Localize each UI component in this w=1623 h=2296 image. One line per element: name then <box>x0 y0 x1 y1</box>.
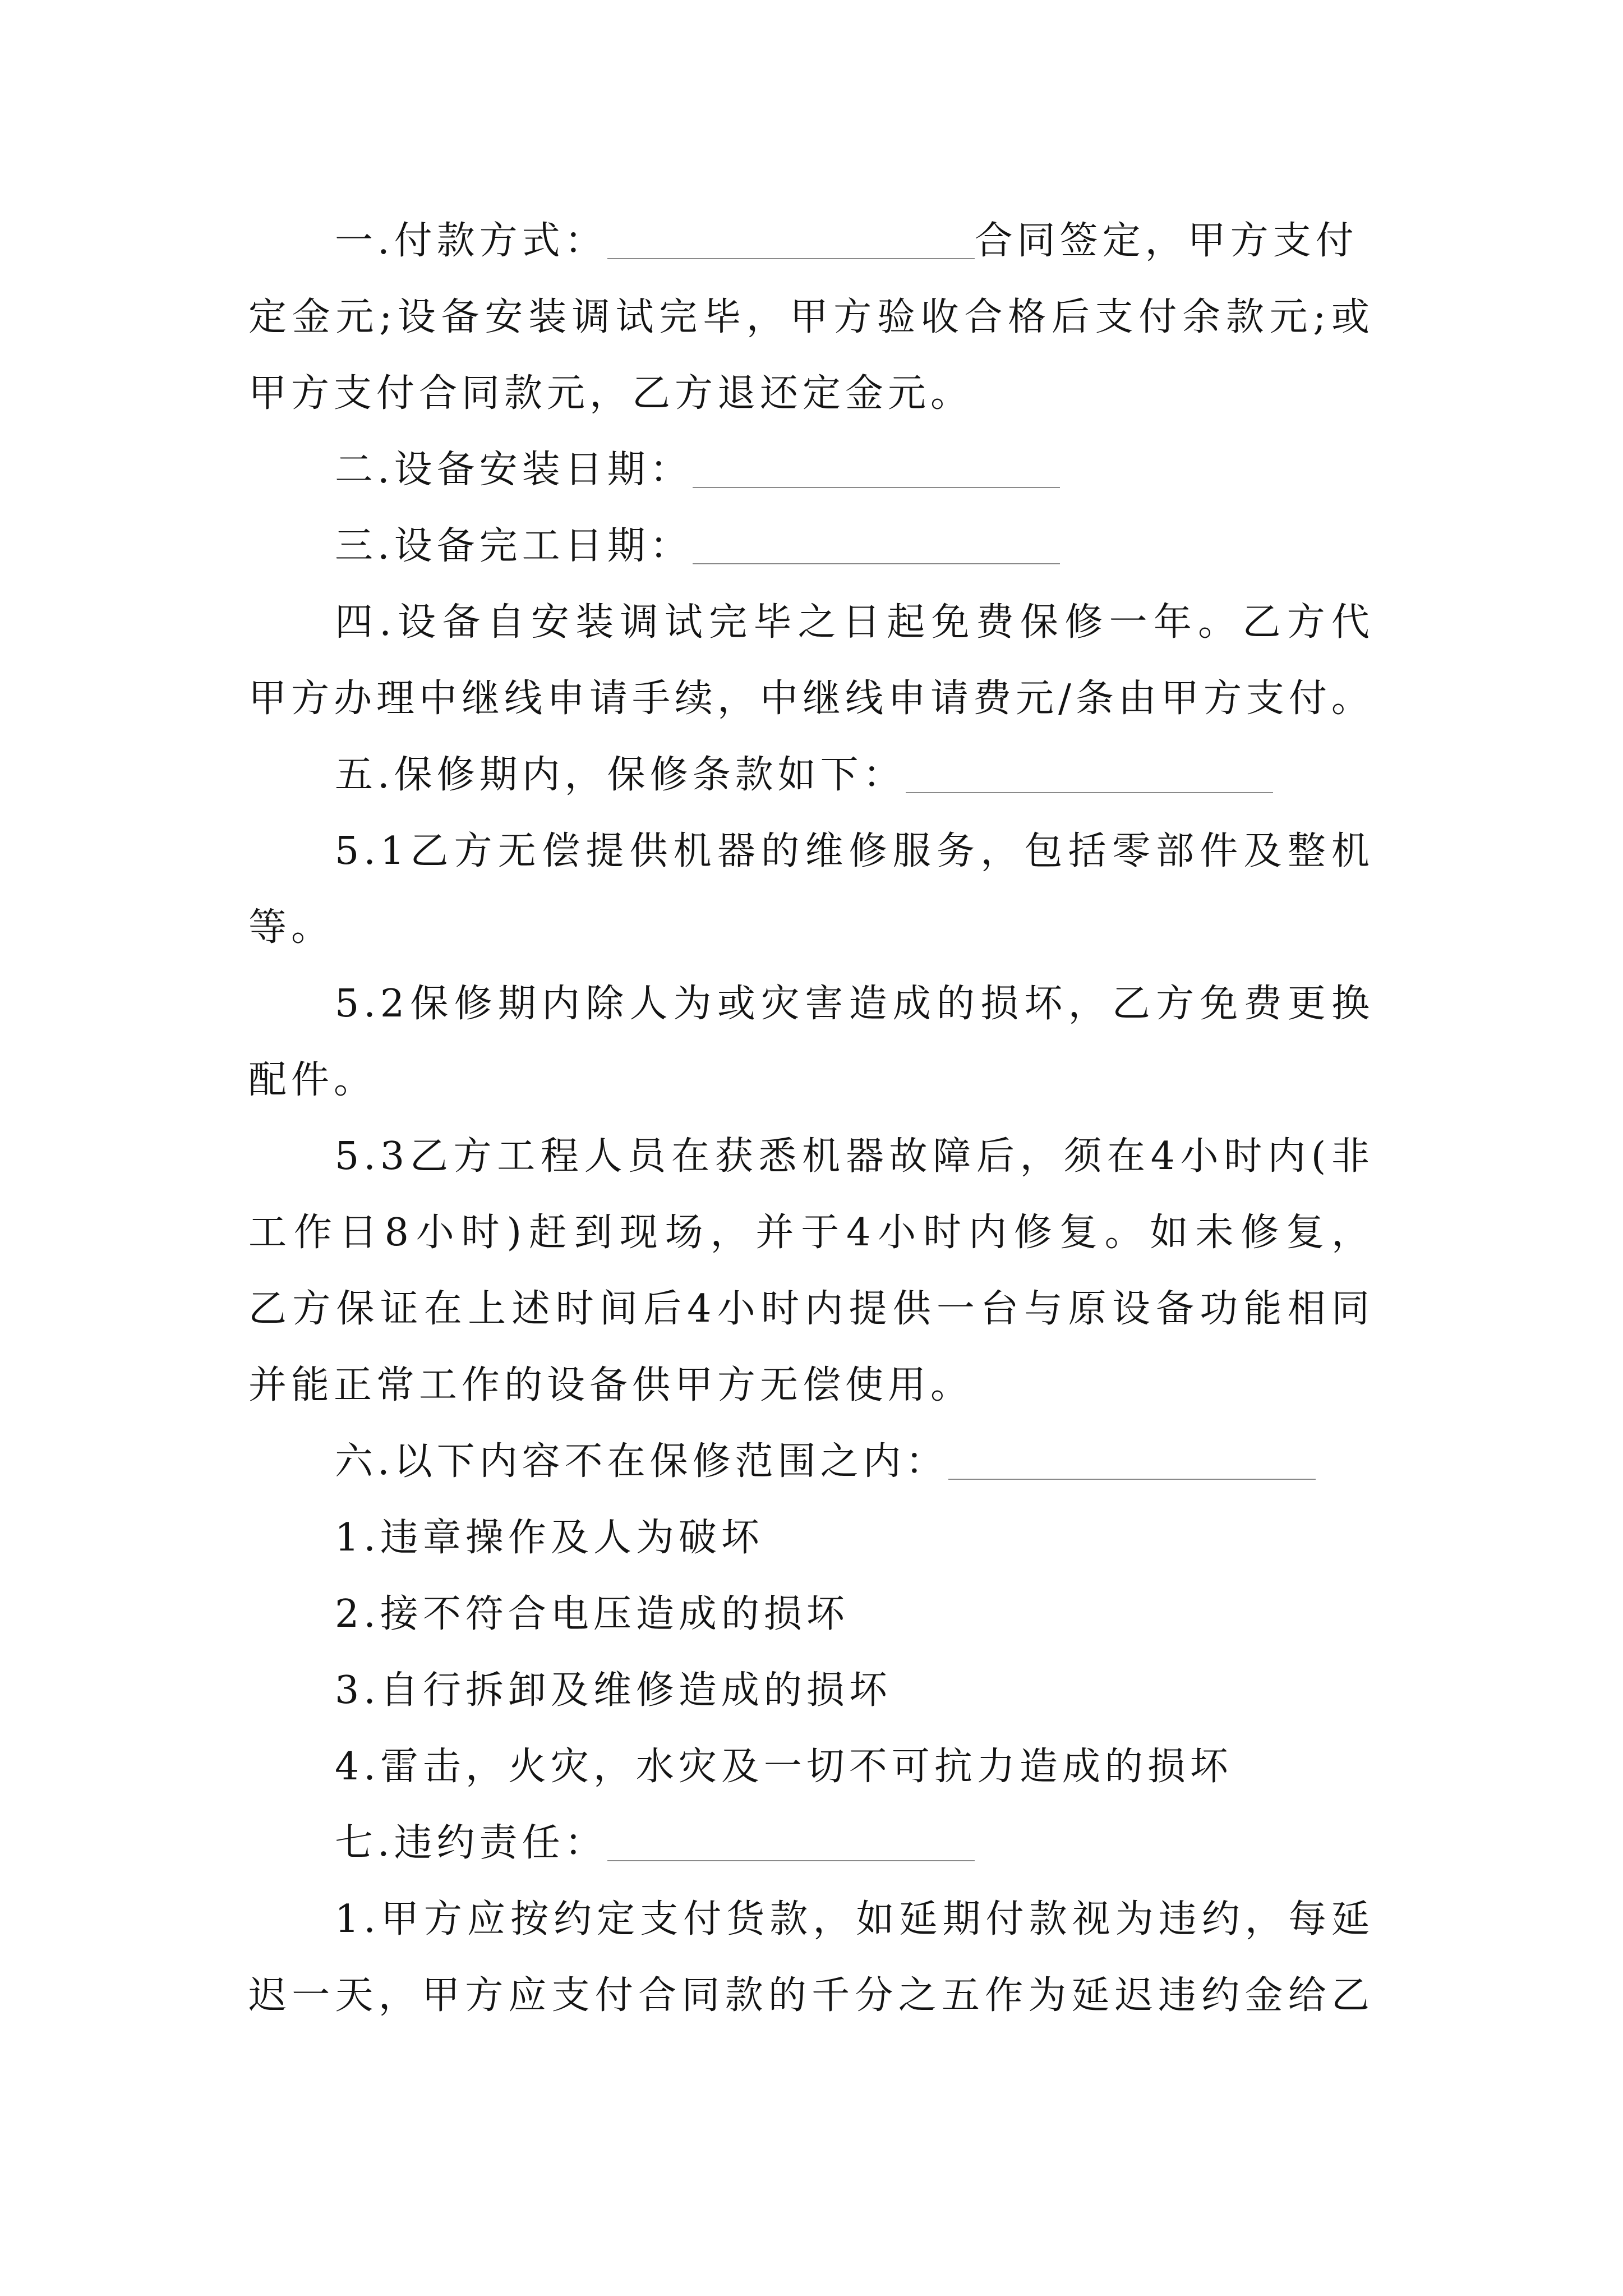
warranty-term-line: 5.2保修期内除人为或灾害造成的损坏，乙方免费更换 <box>335 982 1374 1026</box>
exclusion-item: 1.违章操作及人为破坏 <box>335 1516 764 1560</box>
warranty-term-line: 等。 <box>248 905 334 950</box>
contract-page-body <box>248 203 1374 2034</box>
clause-warranty-line: 四.设备自安装调试完毕之日起免费保修一年。乙方代 <box>335 600 1374 645</box>
blank-field <box>607 258 975 259</box>
blank-field <box>906 792 1273 793</box>
clause-warranty-line: 甲方办理中继线申请手续，中继线申请费元/条由甲方支付。 <box>248 677 1374 721</box>
breach-item-line: 迟一天，甲方应支付合同款的千分之五作为延迟违约金给乙 <box>248 1973 1374 2018</box>
clause-breach-label: 七.违约责任： <box>335 1821 607 1865</box>
blank-field <box>948 1479 1316 1480</box>
clause-payment-text: 合同签定，甲方支付 <box>974 219 1358 263</box>
clause-exclusions-heading-line <box>248 1424 1374 1500</box>
exclusion-item: 3.自行拆卸及维修造成的损坏 <box>335 1668 892 1713</box>
warranty-term-line: 乙方保证在上述时间后4小时内提供一台与原设备功能相同 <box>248 1287 1374 1331</box>
warranty-term-line: 5.3乙方工程人员在获悉机器故障后，须在4小时内(非 <box>335 1134 1374 1179</box>
clause-install-date-line <box>248 432 1374 508</box>
clause-exclusions-label: 六.以下内容不在保修范围之内： <box>335 1439 948 1484</box>
warranty-term-line: 5.1乙方无偿提供机器的维修服务，包括零部件及整机 <box>335 829 1374 873</box>
exclusion-item: 2.接不符合电压造成的损坏 <box>335 1592 849 1636</box>
blank-field <box>693 487 1060 488</box>
clause-payment-heading-line <box>248 203 1374 279</box>
clause-payment-line: 甲方支付合同款元，乙方退还定金元。 <box>248 371 974 416</box>
clause-breach-heading-line <box>248 1805 1374 1881</box>
clause-completion-date-line <box>248 508 1374 585</box>
warranty-term-line: 并能正常工作的设备供甲方无偿使用。 <box>248 1363 974 1407</box>
clause-warranty-terms-label: 五.保修期内，保修条款如下： <box>335 753 906 797</box>
exclusion-item: 4.雷击，火灾，水灾及一切不可抗力造成的损坏 <box>335 1745 1233 1789</box>
warranty-term-line: 工作日8小时)赶到现场，并于4小时内修复。如未修复， <box>248 1211 1374 1255</box>
breach-item-line: 1.甲方应按约定支付货款，如延期付款视为违约，每延 <box>335 1897 1374 1941</box>
blank-field <box>607 1860 975 1861</box>
blank-field <box>693 563 1060 564</box>
clause-install-date-label: 二.设备安装日期： <box>335 448 693 492</box>
warranty-term-line: 配件。 <box>248 1058 377 1102</box>
clause-warranty-terms-heading-line <box>248 737 1374 813</box>
clause-completion-date-label: 三.设备完工日期： <box>335 524 693 568</box>
clause-payment-line: 定金元;设备安装调试完毕，甲方验收合格后支付余款元;或 <box>248 295 1374 339</box>
clause-payment-label: 一.付款方式： <box>335 219 607 263</box>
